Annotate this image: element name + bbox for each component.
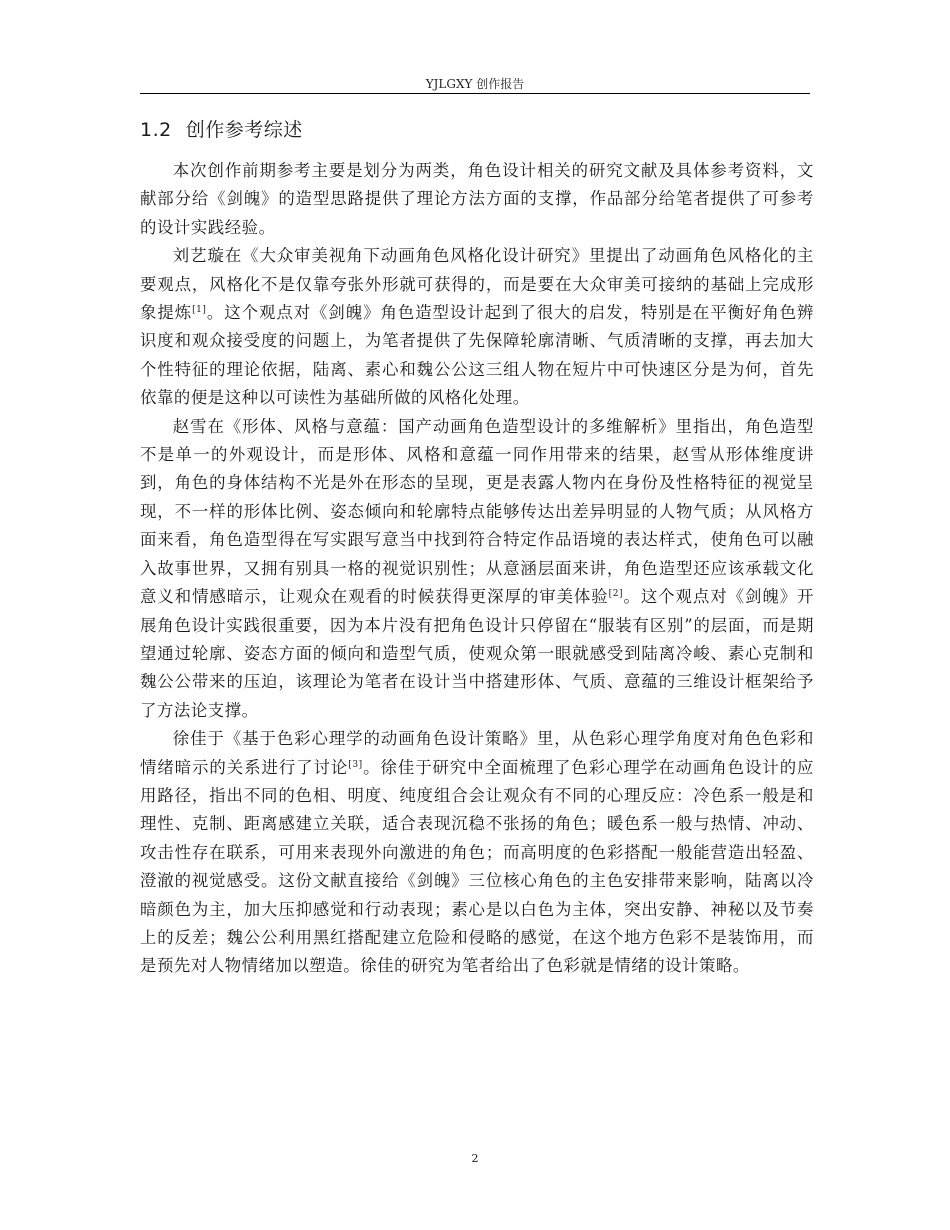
section-heading xyxy=(140,116,303,144)
citation-ref: [3] xyxy=(348,759,363,770)
paragraph-text: 。徐佳于研究中全面梳理了色彩心理学在动画角色设计的应用路径，指出不同的色相、明度、纯度组合会让观众有不同的心理反应：冷色系一般是和理性、克制、距离感建立关联，适合表现沉稳不张扬的角色；暖色系一般与热情、冲动、攻击性存在联系，可用来表现外向激进的角色；而高明度的色彩搭配一般能营造出轻盈、澄澈的视觉感受。这份文献直接给《剑魄》三位核心角色的主色安排带来影响，陆离以冷暗颜色为主，加大压抑感觉和行动表现；素心是以白色为主体，突出安静、神秘以及节奏上的反差；魏公公利用黑红搭配建立危险和侵略的感觉，在这个地方色彩不是装饰用，而是预先对人物情绪加以塑造。徐佳的研究为笔者给出了色彩就是情绪的设计策略。 xyxy=(140,757,814,976)
paragraph-text: 赵雪在《形体、风格与意蕴：国产动画角色造型设计的多维解析》里指出，角色造型不是单一的外观设计，而是形体、风格和意蕴一同作用带来的结果，赵雪从形体维度讲到，角色的身体结构不光是外在形态的呈现，更是表露人物内在身份及性格特征的视觉呈现，不一样的形体比例、姿态倾向和轮廓特点能够传达出差异明显的人物气质；从风格方面来看，角色造型得在写实跟写意当中找到符合特定作品语境的表达样式，使角色可以融入故事世界，又拥有别具一格的视觉识别性；从意涵层面来讲，角色造型还应该承载文化意义和情感暗示，让观众在观看的时候获得更深厚的审美体验 xyxy=(140,416,814,607)
section-title: 创作参考综述 xyxy=(185,119,303,141)
running-header: YJLGXY 创作报告 xyxy=(425,77,525,91)
paragraph xyxy=(140,413,814,725)
paragraph-text: 。这个观点对《剑魄》角色造型设计起到了很大的启发，特别是在平衡好角色辨识度和观众接受度的问题上，为笔者提供了先保障轮廓清晰、气质清晰的支撑，再去加大个性特征的理论依据，陆离、素心和魏公公这三组人物在短片中可快速区分是为何，首先依靠的便是这种以可读性为基础所做的风格化处理。 xyxy=(140,303,814,408)
header-rule xyxy=(140,93,810,94)
citation-ref: [1] xyxy=(192,305,207,316)
page-number: 2 xyxy=(471,1152,479,1165)
citation-ref: [2] xyxy=(608,589,624,600)
paragraph xyxy=(140,157,814,242)
paragraph xyxy=(140,725,814,981)
section-number: 1.2 xyxy=(140,119,172,141)
paragraph-text: 本次创作前期参考主要是划分为两类，角色设计相关的研究文献及具体参考资料，文献部分给《剑魄》的造型思路提供了理论方法方面的支撑，作品部分给笔者提供了可参考的设计实践经验。 xyxy=(140,161,814,237)
paragraph-text: 刘艺璇在《大众审美视角下动画角色风格化设计研究》里提出了动画角色风格化的主要观点，风格化不是仅靠夸张外形就可获得的，而是要在大众审美可接纳的基础上完成形象提炼 xyxy=(140,246,814,323)
paragraph-text: 。这个观点对《剑魄》开展角色设计实践很重要，因为本片没有把角色设计只停留在“服装有区别”的层面，而是期望通过轮廓、姿态方面的倾向和造型气质，使观众第一眼就感受到陆离冷峻、素心克制和魏公公带来的压迫，该理论为笔者在设计当中搭建形体、气质、意蕴的三维设计框架给予了方法论支撑。 xyxy=(140,587,814,720)
paragraph xyxy=(140,242,814,412)
paragraph-text: 徐佳于《基于色彩心理学的动画角色设计策略》里，从色彩心理学角度对角色色彩和情绪暗示的关系进行了讨论 xyxy=(140,729,814,777)
body-text xyxy=(140,157,814,981)
